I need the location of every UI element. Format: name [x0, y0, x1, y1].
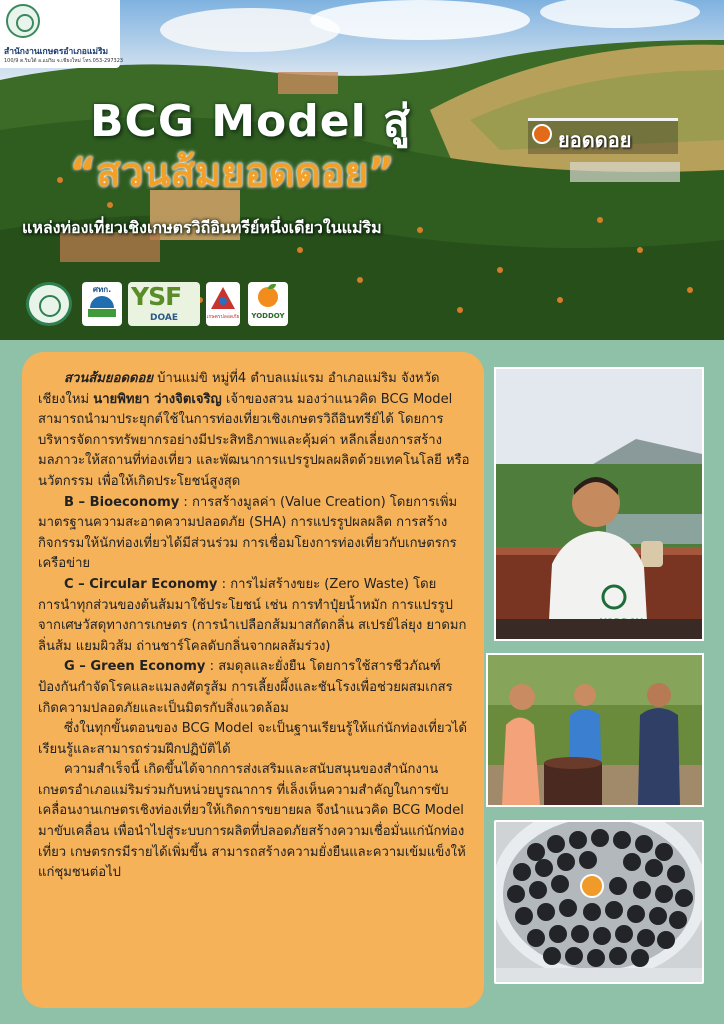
circular-economy-paragraph: C – Circular Economy : การไม่สร้างขยะ (Zero Waste) โดยการนำทุกส่วนของต้นส้มมาใช้ประโยชน์ เช่น การทำปุ๋ยน้ำหมัก การแปรรูปจากเศษวัสดุทางการเกษตร (การนำเปลือกส้มมาสกัดกลิ่น สเปรย์ไล่ยุง ยาดมกลิ่นส้ม แยมผิวส้ม ถ่านชาร์โคลดับกลิ่นจากผลส้มร่วง) — [38, 576, 467, 654]
agency-name: สำนักงานเกษตรอำเภอแม่ริม — [4, 47, 109, 57]
article-section — [0, 340, 724, 1024]
safe-agriculture-logo-text: เกษตรปลอดภัย — [206, 314, 240, 320]
green-economy-paragraph: G – Green Economy : สมดุลและยั่งยืน โดยการใช้สารชีวภัณฑ์ป้องกันกำจัดโรคและแมลงศัตรูส้ม การเลี้ยงผึ้งและชันโรงเพื่อช่วยผสมเกสรเกิดความปลอดภัยและเป็นมิตรกับสิ่งแวดล้อม — [38, 659, 453, 716]
owner-photo — [494, 367, 704, 641]
learning-center-logo — [82, 282, 122, 326]
success-paragraph: ความสำเร็จนี้ เกิดขึ้นได้จากการส่งเสริมและสนับสนุนของสำนักงานเกษตรอำเภอแม่ริมร่วมกับหน่วยบูรณาการ ที่เล็งเห็นความสำคัญในการขับเคลื่อนงานเกษตรเชิงท่องเที่ยวให้เกิดการขยายผล จึงนำแนวคิด BCG Model มาขับเคลื่อน เพื่อนำไปสู่ระบบการผลิตที่ปลอดภัยสร้างความเชื่อมั่นแก่นักท่องเที่ยว เกษตรกรมีรายได้เพิ่มขึ้น สามารถสร้างความยั่งยืนและความเข้มแข็งให้แก่ชุมชนต่อไป — [38, 762, 466, 881]
yoddoy-logo — [248, 282, 288, 326]
circular-economy-term: C – Circular Economy — [64, 576, 218, 592]
page-title-line1: BCG Model สู่ — [90, 96, 411, 147]
sign-text: ยอดดอย — [558, 128, 632, 152]
ysf-logo — [128, 282, 200, 326]
page-title-line2: “สวนส้มยอดดอย” — [70, 150, 395, 196]
ysf-logo-text: YSF — [131, 282, 182, 311]
hero-banner — [0, 0, 724, 340]
ysf-logo-subtext: DOAE — [150, 313, 178, 323]
bioeconomy-term: B – Bioeconomy — [64, 494, 180, 510]
yoddoy-logo-text: YODDOY — [251, 312, 285, 320]
owner-name: นายพิทยา ว่างจิตเจริญ — [93, 391, 222, 407]
learning-paragraph: ซึ่งในทุกขั้นตอนของ BCG Model จะเป็นฐานเรียนรู้ให้แก่นักท่องเที่ยวได้เรียนรู้และสามารถร่วมฝึกปฏิบัติได้ — [38, 721, 467, 757]
article-card — [22, 352, 484, 1008]
charcoal-balls-photo — [494, 820, 704, 984]
green-economy-term: G – Green Economy — [64, 659, 206, 675]
doae-seal-logo — [26, 282, 72, 326]
orange-fruit-icon — [258, 287, 278, 307]
orange-logo-icon — [532, 124, 552, 144]
learning-center-logo-text: ศทก. — [92, 285, 112, 294]
farm-name: สวนส้มยอดดอย — [64, 371, 153, 386]
intro-paragraph: สวนส้มยอดดอย บ้านแม่ขิ หมู่ที่4 ตำบลแม่แรม อำเภอแม่ริม จังหวัดเชียงใหม่ นายพิทยา ว่างจิตเจริญ เจ้าของสวน มองว่าแนวคิด BCG Model สามารถนำมาประยุกต์ใช้ในการท่องเที่ยวเชิงเกษตรวิถีอินทรีย์ได้ โดยการบริหารจัดการทรัพยากรอย่างมีประสิทธิภาพและคุ้มค่า หลีกเลี่ยงการสร้างมลภาวะให้สถานที่ท่องเที่ยว และพัฒนาการแปรรูปผลผลิตด้วยเทคโนโลยี หรือนวัตกรรม เพื่อให้เกิดประโยชน์สูงสุด — [38, 371, 470, 489]
page-subtitle: แหล่งท่องเที่ยวเชิงเกษตรวิถีอินทรีย์หนึ่งเดียวในแม่ริม — [22, 218, 382, 237]
bioeconomy-paragraph: B – Bioeconomy : การสร้างมูลค่า (Value Creation) โดยการเพิ่มมาตรฐานความสะอาดความปลอดภัย (SHA) การแปรรูปผลผลิต การสร้างกิจกรรมให้นักท่องเที่ยวได้มีส่วนร่วม การเชื่อมโยงการท่องเที่ยวกับเกษตรกรเครือข่าย — [38, 494, 458, 572]
agency-contact: 100/9 ต.ริมใต้ อ.แม่ริม จ.เชียงใหม่ โทร.053-297323 — [4, 58, 124, 64]
yoddoy-sign — [528, 118, 678, 154]
safe-agriculture-logo — [206, 282, 240, 326]
agency-seal-icon — [6, 4, 40, 38]
group-photo — [486, 653, 704, 807]
agency-header — [0, 0, 124, 68]
